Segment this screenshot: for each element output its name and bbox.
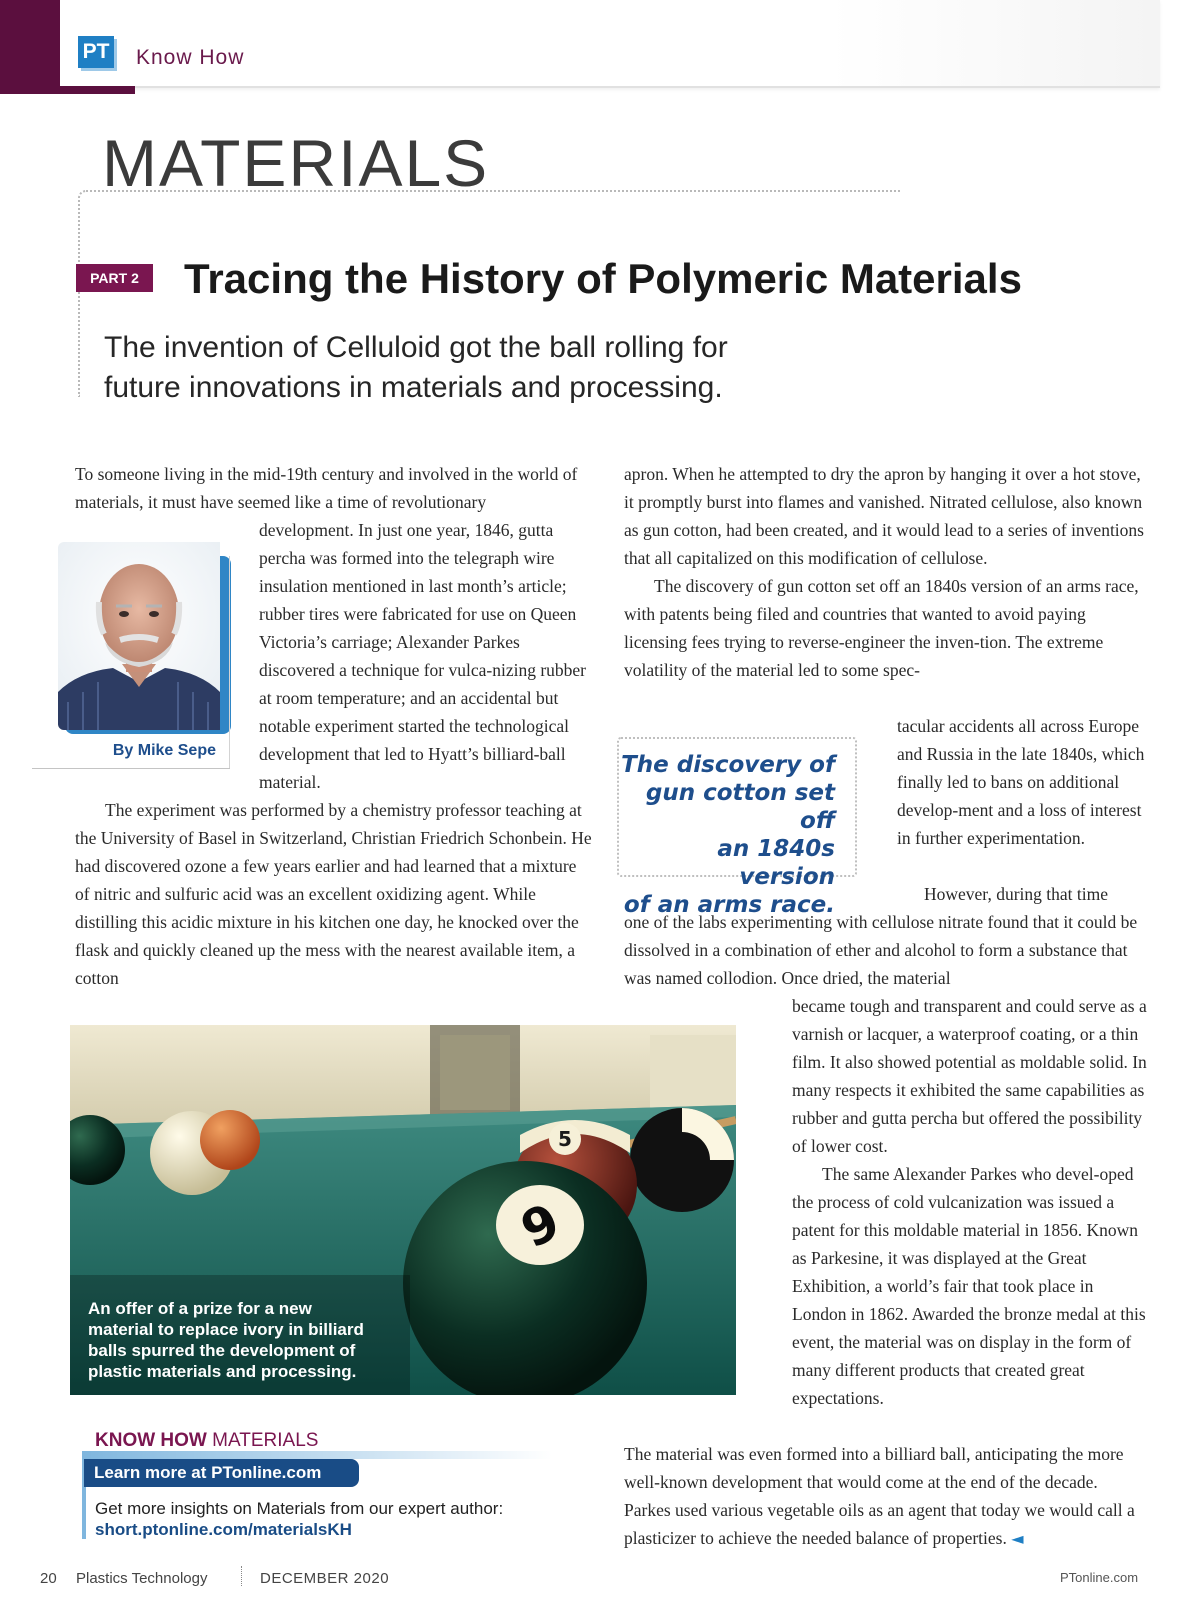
caption-line: material to replace ivory in billiard: [88, 1320, 364, 1339]
know-how-text: Get more insights on Materials from our expert author:: [95, 1499, 504, 1518]
caption-line: balls spurred the development of: [88, 1341, 356, 1360]
body-paragraph: [792, 992, 1147, 1412]
byline-divider: [229, 556, 230, 768]
header-color-block: [0, 0, 60, 94]
body-paragraph: [624, 880, 1146, 992]
front-ball-number: 9: [512, 1192, 569, 1260]
body-text: The discovery of gun cotton set off an 1840s version of an arms race, with patents being filed and countries that wanted to avoid paying licensing fees trying to reverse-engineer the inven-tion. The extreme volatility of the material led to some spec-: [624, 576, 1139, 680]
deck: [104, 328, 804, 408]
headline: Tracing the History of Polymeric Materials: [184, 255, 1022, 302]
pt-logo: PT: [78, 36, 114, 68]
body-paragraph: [75, 460, 595, 516]
header-bar: [60, 0, 1160, 88]
body-text: became tough and transparent and could serve as a varnish or lacquer, a waterproof coating, or a thin film. It also showed potential as moldable solid. In many respects it exhibited the same capabilities as rubber and gutta percha but offered the possibility of lower cost.: [792, 996, 1147, 1156]
body-paragraph: [897, 712, 1147, 852]
publication-name: Plastics Technology: [76, 1570, 208, 1587]
body-text: one of the labs experimenting with cellulose nitrate found that it could be dissolved in a combination of ether and alcohol to form a substance that was named collodion. Once dried, the material: [624, 912, 1138, 988]
deck-line: future innovations in materials and processing.: [104, 371, 723, 404]
body-paragraph: [259, 516, 594, 796]
know-how-rule: [82, 1451, 552, 1459]
body-paragraph: [624, 460, 1146, 684]
body-paragraph: [624, 1440, 1146, 1553]
pull-quote-line: The discovery of: [621, 752, 835, 778]
know-how-label-topic: MATERIALS: [212, 1430, 319, 1451]
body-text-end: The material was even formed into a billiard ball, anticipating the more well-known development that would come at the end of the decade. Parkes used various vegetable oils as an agent that today we would call a plasticizer to achieve the needed balance of properties.: [624, 1444, 1135, 1548]
body-text: development. In just one year, 1846, gutta percha was formed into the telegraph wire insulation mentioned in last month’s article; rubber tires were fabricated for use on Queen Victoria’s carriage; Alexander Parkes discovered a technique for vulca-nizing rubber at room temperature; and an accidental but notable experiment started the technological development that led to Hyatt’s billiard-ball material.: [259, 520, 587, 792]
page-number: 20: [40, 1570, 57, 1587]
body-paragraph: [75, 796, 595, 992]
know-how-label-bold: KNOW HOW: [95, 1430, 207, 1451]
body-text: The experiment was performed by a chemistry professor teaching at the University of Basel in Switzerland, Christian Friedrich Schonbein. He had discovered ozone a few years earlier and had learned that a mixture of nitric and sulfuric acid was an excellent oxidizing agent. While distilling this acidic mixture in his kitchen one day, he knocked over the flask and quickly cleaned up the mess with the nearest available item, a cotton: [75, 800, 592, 988]
section-kicker: Know How: [136, 46, 245, 69]
pull-quote-line: an 1840s version: [717, 836, 835, 890]
caption-line: An offer of a prize for a new: [88, 1299, 312, 1318]
know-how-label: [95, 1430, 318, 1452]
part-badge: PART 2: [76, 264, 153, 292]
deck-line: The invention of Celluloid got the ball rolling for: [104, 331, 728, 364]
caption-line: plastic materials and processing.: [88, 1362, 357, 1381]
author-photo: [58, 542, 220, 730]
issue-date: DECEMBER 2020: [260, 1570, 390, 1587]
author-byline: By Mike Sepe: [112, 742, 216, 759]
back-ball-number: 5: [558, 1127, 572, 1151]
body-text: apron. When he attempted to dry the apron by hanging it over a hot stove, it promptly burst into flames and vanished. Nitrated cellulose, also known as gun cotton, had been created, and it would lead to a series of inventions that all capitalized on this modification of cellulose.: [624, 464, 1144, 568]
photo-caption: [88, 1298, 408, 1382]
body-text: However, during that time: [924, 884, 1108, 904]
body-text: tacular accidents all across Europe and Russia in the late 1840s, which finally led to bans on additional develop-ment and a loss of interest in further experimentation.: [897, 716, 1145, 848]
pull-quote: [617, 737, 857, 918]
end-mark-icon: ◄: [1011, 1529, 1024, 1548]
body-text: To someone living in the mid-19th century and involved in the world of materials, it must have seemed like a time of revolutionary: [75, 464, 578, 512]
learn-more-link[interactable]: Learn more at PTonline.com: [84, 1459, 359, 1487]
footer-divider: [241, 1566, 243, 1586]
body-text: [624, 1440, 1146, 1553]
site-url[interactable]: PTonline.com: [1060, 1570, 1139, 1585]
pull-quote-line: of an arms race.: [623, 892, 835, 918]
author-articles-link[interactable]: short.ptonline.com/materialsKH: [95, 1520, 352, 1539]
header-accent-rule: [60, 86, 135, 94]
category-title: MATERIALS: [102, 126, 490, 200]
byline-rule: [32, 768, 230, 769]
pull-quote-line: gun cotton set off: [645, 780, 835, 834]
body-text: The same Alexander Parkes who devel-oped the process of cold vulcanization was issued a patent for this moldable material in 1856. Known as Parkesine, it was displayed at the Great Exhibition, a world’s fair that took place in London in 1862. Awarded the bronze medal at this event, the material was on display in the form of many different products that created great expectations.: [792, 1164, 1146, 1408]
